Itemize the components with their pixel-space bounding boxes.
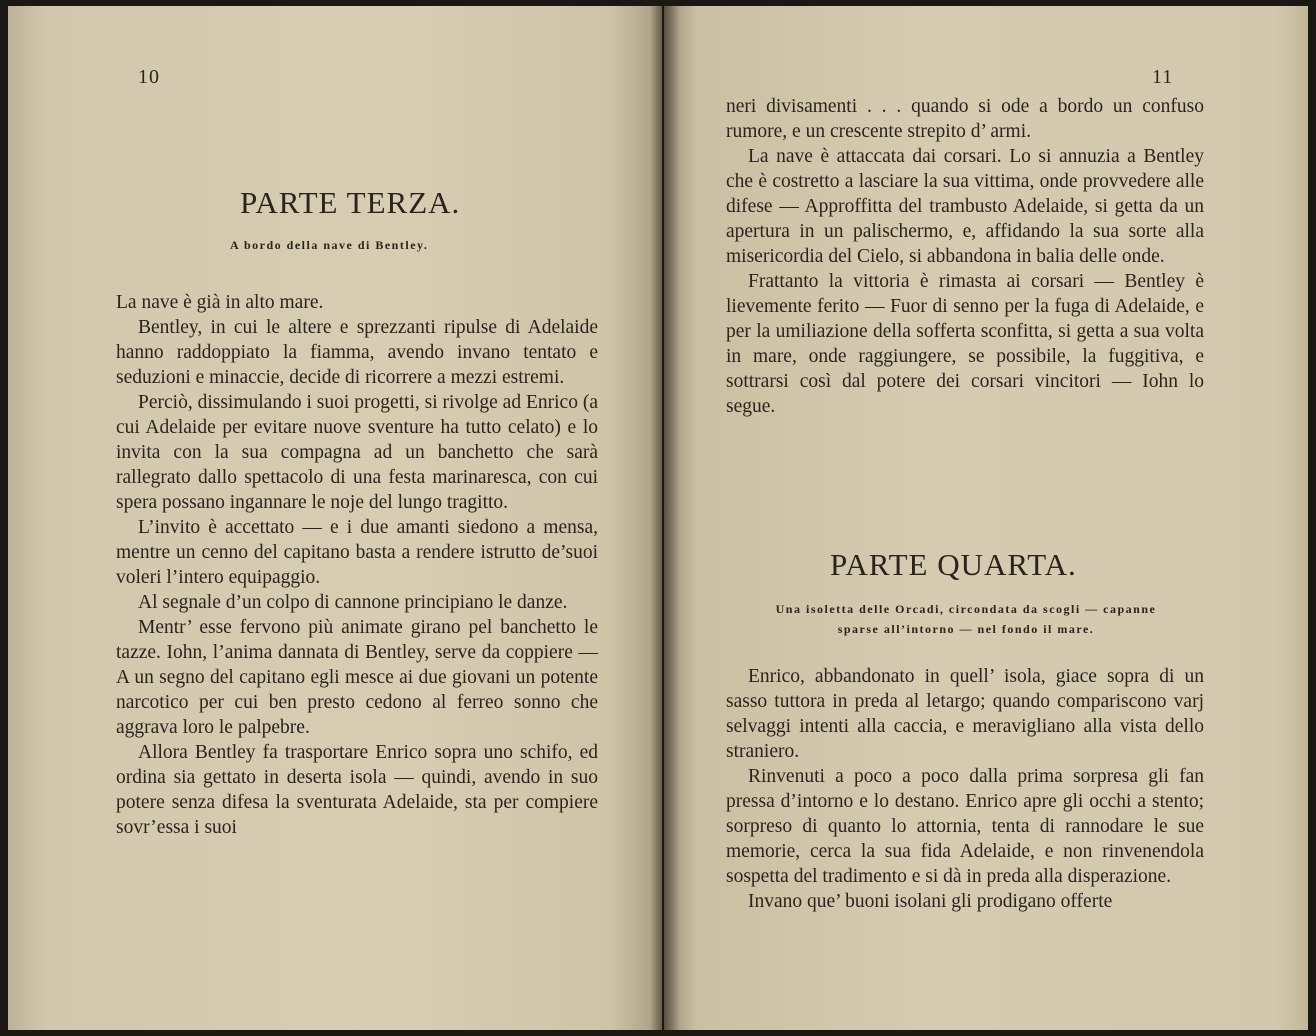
paragraph: Mentr’ esse fervono più animate girano pel banchetto le tazze. Iohn, l’anima dannata di Bentley, serve da coppiere — A un segno del capitano egli mesce ai due giovani un potente narcotico per cui ben presto cedono al ferreo sonno che aggrava loro le palpebre. [116,617,598,738]
page-number: 11 [1152,66,1174,88]
body-text-bottom [726,664,1204,914]
paragraph: Frattanto la vittoria è rimasta ai corsari — Bentley è lievemente ferito — Fuor di senno per la fuga di Adelaide, e per la umiliazione della sofferta sconfitta, si getta a sua volta in mare, onde raggiungere, se possibile, la fuggitiva, e sottrarsi così dal potere dei corsari vincitori — Iohn lo segue. [726,271,1204,417]
paragraph: Rinvenuti a poco a poco dalla prima sorpresa gli fan pressa d’intorno e lo destano. Enrico apre gli occhi a stento; sorpreso di quanto lo attornia, tenta di rannodare le sue memorie, cerca la sua fida Adelaide, e non rinvenendola sospetta del tradimento e si dà in preda alla disperazione. [726,766,1204,887]
body-text-top [726,94,1204,419]
left-page [8,6,662,1030]
body-text [116,290,598,840]
section-subtitle: A bordo della nave di Bentley. [230,238,429,252]
paragraph: La nave è già in alto mare. [116,292,324,313]
subtitle-line: sparse all’intorno — nel fondo il mare. [837,622,1095,636]
paragraph: L’invito è accettato — e i due amanti siedono a mensa, mentre un cenno del capitano basta a rendere istrutto de’suoi voleri l’intero equipaggio. [116,517,598,588]
page-number: 10 [138,66,160,88]
subtitle-line: Una isoletta delle Orcadi, circondata da scogli — capanne [775,602,1157,616]
paragraph: La nave è attaccata dai corsari. Lo si annuzia a Bentley che è costretto a lasciare la sua vittima, onde provvedere alle difese — Approffitta del trambusto Adelaide, si getta da un apertura in un palischermo, e, affidando la sua sorte alla misericordia del Cielo, si abbandona in balia delle onde. [726,146,1204,267]
section-heading: PARTE QUARTA. [830,546,1077,582]
section-subtitle [728,602,1204,637]
paragraph: neri divisamenti . . . quando si ode a bordo un confuso rumore, e un crescente strepito d’ armi. [726,96,1204,142]
paragraph: Invano que’ buoni isolani gli prodigano offerte [748,891,1113,912]
paragraph: Allora Bentley fa trasportare Enrico sopra uno schifo, ed ordina sia gettato in deserta isola — quindi, avendo in suo potere senza difesa la sventurata Adelaide, sta per compiere sovr’essa i suoi [116,742,598,838]
paragraph: Al segnale d’un colpo di cannone principiano le danze. [138,592,568,613]
paragraph: Enrico, abbandonato in quell’ isola, giace sopra di un sasso tuttora in preda al letargo; quando compariscono varj selvaggi intenti alla caccia, e meravigliano alla vista dello straniero. [726,666,1204,762]
section-heading: PARTE TERZA. [240,184,461,220]
paragraph: Bentley, in cui le altere e sprezzanti ripulse di Adelaide hanno raddoppiato la fiamma, avendo invano tentato e seduzioni e minaccie, decide di ricorrere a mezzi estremi. [116,317,598,388]
paragraph: Perciò, dissimulando i suoi progetti, si rivolge ad Enrico (a cui Adelaide per evitare nuove sventure ha tutto celato) e lo invita con la sua compagna ad un banchetto che sarà rallegrato dallo spettacolo di una festa marinaresca, con cui spera possano ingannare le noje del lungo tragitto. [116,392,598,513]
right-page [664,6,1308,1030]
